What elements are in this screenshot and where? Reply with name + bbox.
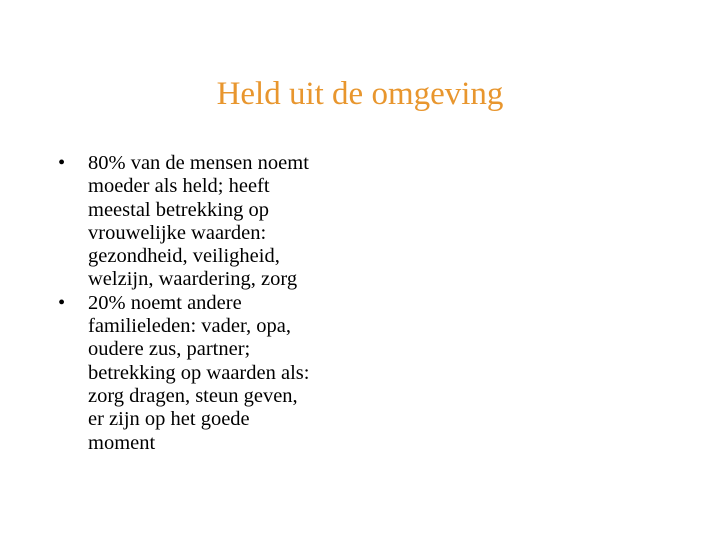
bullet-line: welzijn, waardering, zorg xyxy=(88,268,298,291)
bullet-item-mother xyxy=(58,152,378,292)
slide-title-text: Held uit de omgeving xyxy=(216,76,504,112)
bullet-line: er zijn op het goede xyxy=(88,408,250,431)
bullet-line: familieleden: vader, opa, xyxy=(88,315,291,338)
slide-title xyxy=(0,72,720,116)
bullet-line: betrekking op waarden als: xyxy=(88,361,310,384)
bullet-list xyxy=(58,152,378,455)
bullet-icon: • xyxy=(58,152,66,174)
bullet-line: gezondheid, veiligheid, xyxy=(88,245,280,268)
bullet-line: oudere zus, partner; xyxy=(88,338,251,361)
bullet-line: meestal betrekking op xyxy=(88,198,270,221)
bullet-line: 80% van de mensen noemt xyxy=(88,152,309,174)
bullet-item-family xyxy=(58,292,378,455)
bullet-line: 20% noemt andere xyxy=(88,291,242,314)
bullet-line: moment xyxy=(88,431,156,454)
bullet-line: vrouwelijke waarden: xyxy=(88,221,267,244)
bullet-line: zorg dragen, steun geven, xyxy=(88,384,298,407)
bullet-icon: • xyxy=(58,291,66,314)
bullet-line: moeder als held; heeft xyxy=(88,175,270,198)
